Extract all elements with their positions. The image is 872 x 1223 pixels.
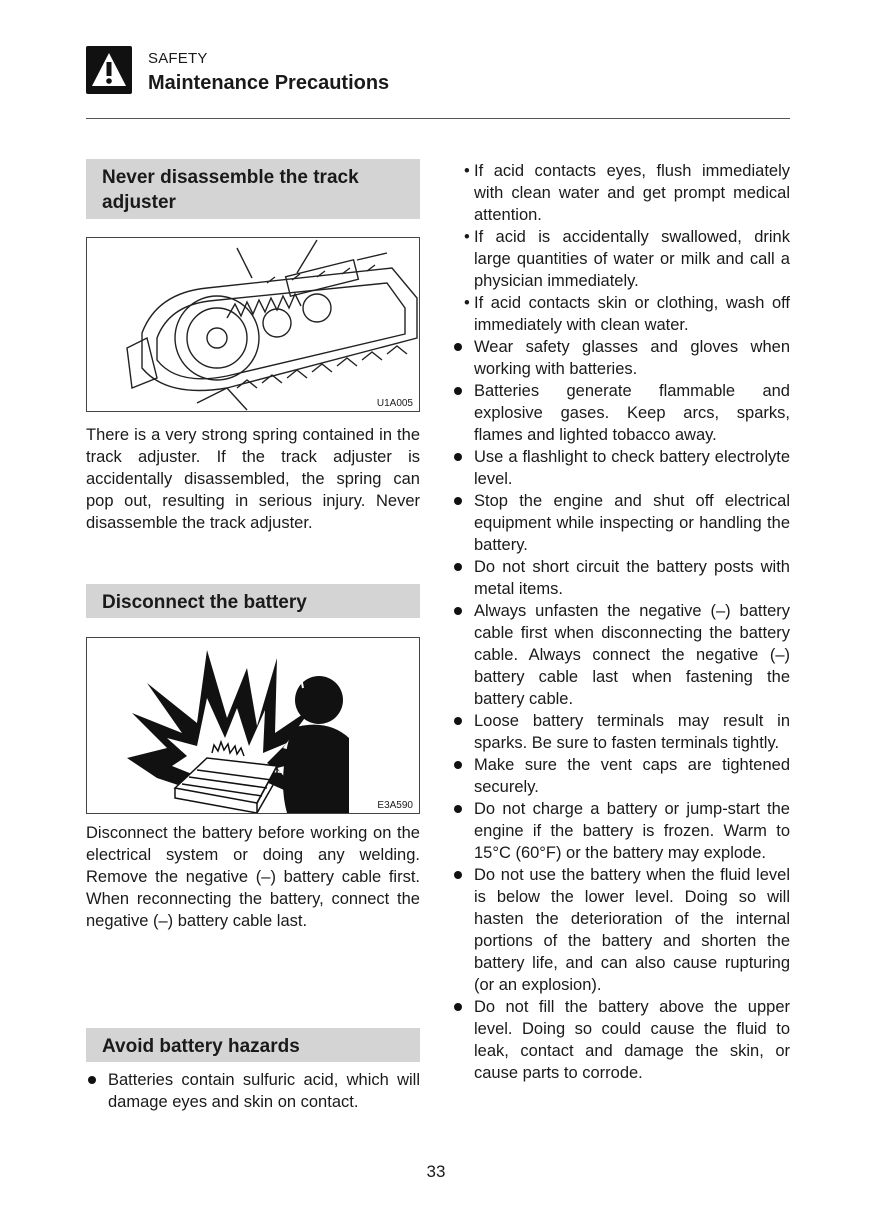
list-item: Always unfasten the negative (–) battery cable first when disconnecting the battery cable. Always connect the negative (–) battery cable last when fastening the battery cable. [452,600,790,710]
list-item: Do not use the battery when the fluid level is below the lower level. Doing so will hasten the deterioration of the internal portions of the battery and shorten the battery life, and can also cause rupturing (or an explosion). [452,864,790,996]
list-item: Batteries contain sulfuric acid, which will damage eyes and skin on contact. [86,1069,420,1113]
bullet-icon [88,1076,96,1084]
list-item: Wear safety glasses and gloves when working with batteries. [452,336,790,380]
list-item: Use a flashlight to check battery electrolyte level. [452,446,790,490]
small-bullet-icon: • [464,294,470,312]
list-item: Make sure the vent caps are tightened securely. [452,754,790,798]
page-number: 33 [426,1162,446,1181]
battery-figure [86,637,420,814]
bullet-icon [454,387,462,395]
battery-paragraph: Disconnect the battery before working on the electrical system or doing any welding. Remove the negative (–) battery cable first. When reconnecting the battery, connect the negative (–) battery cable last. [86,824,420,930]
battery-heading: Disconnect the battery [86,584,420,618]
page-title: Maintenance Precautions [148,72,390,94]
right-column [452,160,790,1084]
bullet-icon [454,805,462,813]
track-heading: Never disassemble the track adjuster [86,159,420,219]
bullet-icon [454,871,462,879]
list-item: Do not charge a battery or jump-start the engine if the battery is frozen. Warm to 15°C (60°F) or the battery may explode. [452,798,790,864]
battery-explosion-illustration [87,638,419,813]
hazards-heading: Avoid battery hazards [86,1028,420,1062]
bullet-icon [454,563,462,571]
list-item: Do not short circuit the battery posts with metal items. [452,556,790,600]
bullet-icon [454,717,462,725]
track-heading-box [86,159,420,219]
list-item: Loose battery terminals may result in sparks. Be sure to fasten terminals tightly. [452,710,790,754]
bullet-icon [454,343,462,351]
track-adjuster-illustration [87,238,419,411]
small-bullet-icon: • [464,228,470,246]
list-item: Do not fill the battery above the upper level. Doing so could cause the fluid to leak, contact and damage the skin, or cause parts to corrode. [452,996,790,1084]
track-paragraph: There is a very strong spring contained in the track adjuster. If the track adjuster is accidentally disassembled, the spring can pop out, resulting in serious injury. Never disassemble the track adjuster. [86,426,420,532]
battery-heading-box [86,584,420,618]
bullet-icon [454,1003,462,1011]
bullet-icon [454,497,462,505]
list-item: Batteries generate flammable and explosive gases. Keep arcs, sparks, flames and lighted tobacco away. [452,380,790,446]
sub-list-item: • If acid is accidentally swallowed, drink large quantities of water or milk and call a physician immediately. [464,228,790,290]
figure-code: E3A590 [377,800,413,811]
header-divider [86,118,790,119]
warning-triangle-icon [86,46,132,94]
small-bullet-icon: • [464,162,470,180]
page-header [86,44,790,104]
figure-code: U1A005 [376,398,413,409]
list-item: Stop the engine and shut off electrical equipment while inspecting or handling the battery. [452,490,790,556]
sub-list-item: • If acid contacts skin or clothing, wash off immediately with clean water. [464,294,790,334]
section-label: SAFETY [148,50,208,67]
bullet-icon [454,453,462,461]
sub-list-item: • If acid contacts eyes, flush immediately with clean water and get prompt medical attention. [464,162,790,224]
hazards-heading-box [86,1028,420,1062]
bullet-icon [454,607,462,615]
hazards-first-item [86,1069,420,1113]
track-adjuster-figure [86,237,420,412]
bullet-icon [454,761,462,769]
